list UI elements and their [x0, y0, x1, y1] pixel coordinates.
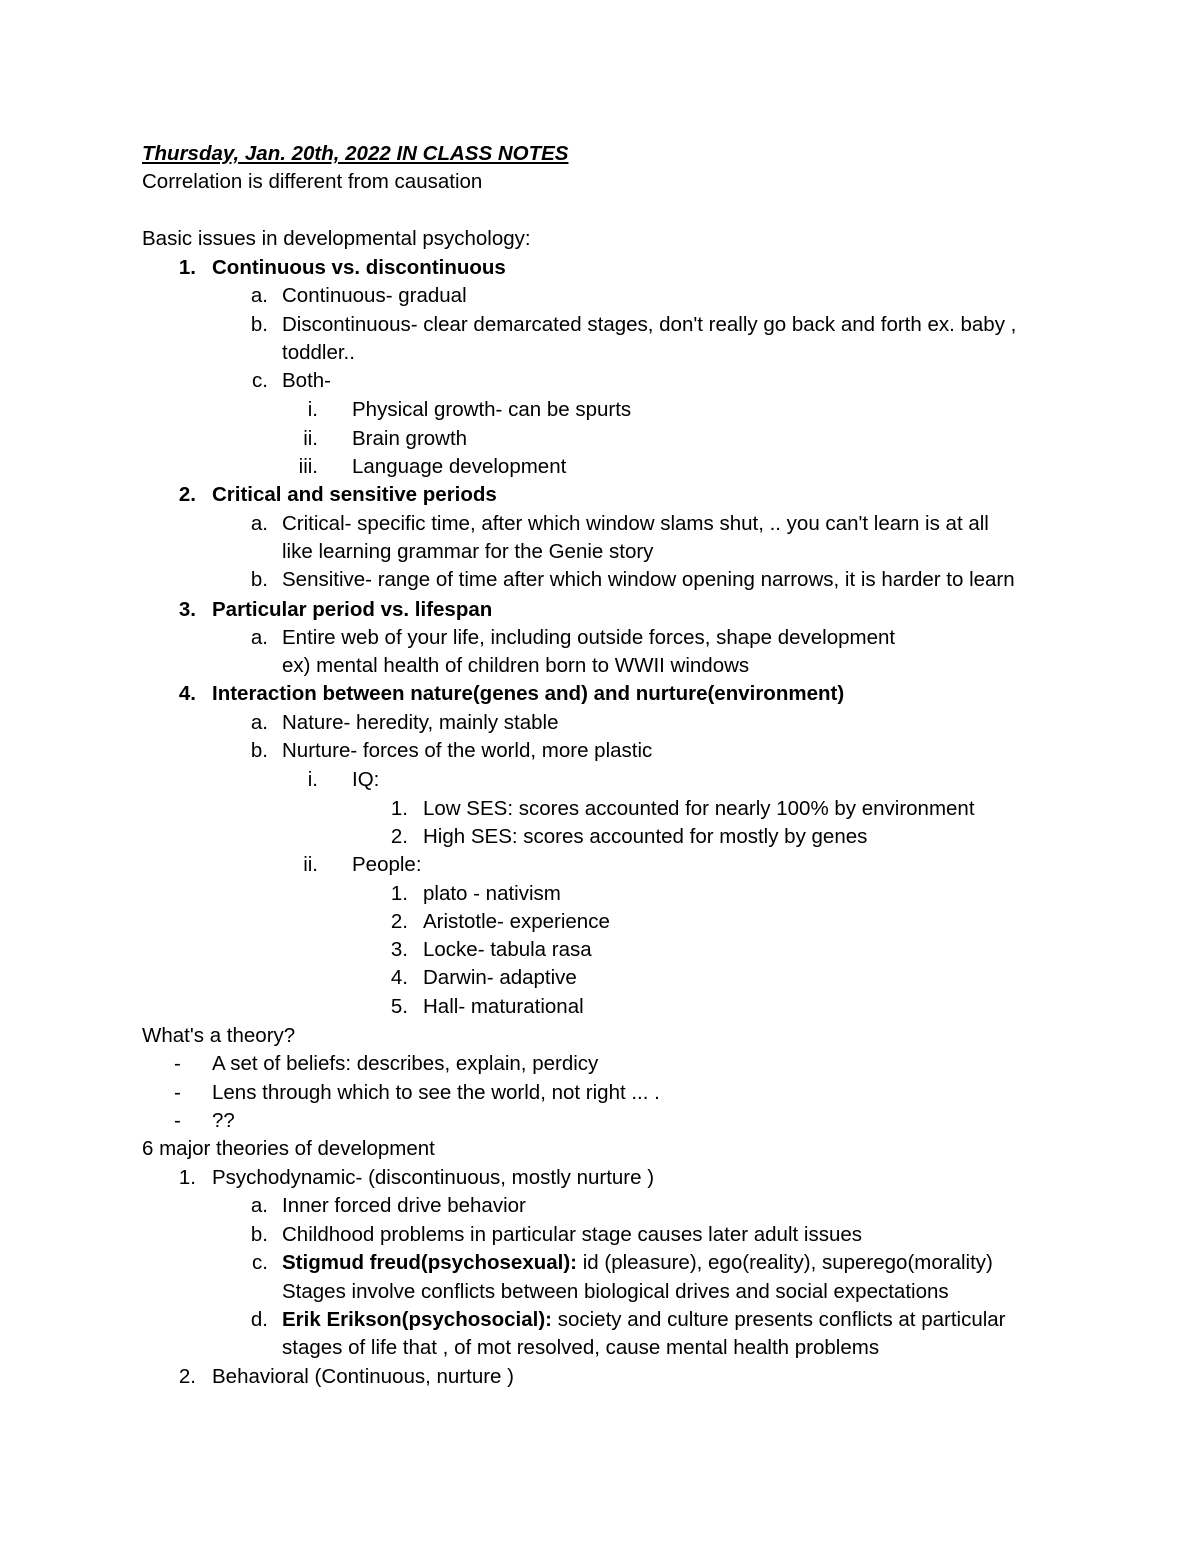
- list-marker: c.: [252, 369, 268, 392]
- list-marker: 1.: [178, 256, 196, 279]
- list-marker: b.: [250, 739, 268, 762]
- list-marker: c.: [252, 1251, 268, 1274]
- list-marker: a.: [250, 284, 268, 307]
- list-marker: 3.: [390, 938, 408, 961]
- list-item-continued: stages of life that , of mot resolved, cause mental health problems: [282, 1336, 880, 1359]
- list-item: IQ:: [352, 768, 380, 791]
- list-marker: 3.: [178, 598, 196, 621]
- list-marker: 2.: [178, 483, 196, 506]
- list-marker: i.: [307, 768, 318, 791]
- issue-heading: Interaction between nature(genes and) and nurture(environment): [212, 682, 845, 705]
- list-item: Psychodynamic- (discontinuous, mostly nurture ): [212, 1166, 655, 1189]
- list-marker: b.: [250, 1223, 268, 1246]
- theorist-description: society and culture presents conflicts at particular: [552, 1308, 1006, 1331]
- list-item: Brain growth: [352, 427, 468, 450]
- list-item: High SES: scores accounted for mostly by genes: [423, 825, 868, 848]
- list-marker: a.: [250, 711, 268, 734]
- list-item: Childhood problems in particular stage causes later adult issues: [282, 1223, 863, 1246]
- list-item: [282, 1306, 1006, 1334]
- theory-heading: What's a theory?: [142, 1024, 296, 1047]
- list-item-continued: toddler..: [282, 341, 355, 364]
- list-item-continued: ex) mental health of children born to WWII windows: [282, 654, 750, 677]
- list-marker: d.: [250, 1308, 268, 1331]
- list-item-continued: Stages involve conflicts between biological drives and social expectations: [282, 1280, 949, 1303]
- list-marker: iii.: [298, 455, 318, 478]
- dash-marker: -: [174, 1109, 181, 1132]
- list-item: Entire web of your life, including outside forces, shape development: [282, 626, 896, 649]
- list-item: Both-: [282, 369, 331, 392]
- list-marker: 2.: [390, 910, 408, 933]
- list-item-continued: like learning grammar for the Genie story: [282, 540, 654, 563]
- list-item: [282, 1249, 993, 1277]
- theorist-name: Stigmud freud(psychosexual):: [282, 1251, 578, 1274]
- intro-line: Correlation is different from causation: [142, 170, 483, 193]
- list-item: plato - nativism: [423, 882, 561, 905]
- list-marker: ii.: [303, 427, 318, 450]
- list-item: Continuous- gradual: [282, 284, 467, 307]
- list-item: Nurture- forces of the world, more plastic: [282, 739, 653, 762]
- list-marker: 5.: [390, 995, 408, 1018]
- issue-heading: Particular period vs. lifespan: [212, 598, 493, 621]
- list-marker: ii.: [303, 853, 318, 876]
- list-item: Low SES: scores accounted for nearly 100% by environment: [423, 797, 975, 820]
- list-item: People:: [352, 853, 422, 876]
- list-marker: 4.: [390, 966, 408, 989]
- list-marker: a.: [250, 1194, 268, 1217]
- page-title: Thursday, Jan. 20th, 2022 IN CLASS NOTES: [142, 142, 569, 165]
- list-item: Discontinuous- clear demarcated stages, don't really go back and forth ex. baby ,: [282, 313, 1017, 336]
- list-marker: b.: [250, 313, 268, 336]
- major-theories-heading: 6 major theories of development: [142, 1137, 435, 1160]
- list-marker: 2.: [390, 825, 408, 848]
- list-item: Nature- heredity, mainly stable: [282, 711, 559, 734]
- list-item: Language development: [352, 455, 567, 478]
- list-marker: 2.: [178, 1365, 196, 1388]
- theorist-name: Erik Erikson(psychosocial):: [282, 1308, 553, 1331]
- list-item: ??: [212, 1109, 235, 1132]
- list-item: Inner forced drive behavior: [282, 1194, 526, 1217]
- issue-heading: Critical and sensitive periods: [212, 483, 497, 506]
- list-marker: 1.: [390, 882, 408, 905]
- list-marker: 1.: [178, 1166, 196, 1189]
- list-marker: b.: [250, 568, 268, 591]
- list-marker: 1.: [390, 797, 408, 820]
- list-marker: i.: [307, 398, 318, 421]
- list-marker: 4.: [178, 682, 196, 705]
- list-item: Lens through which to see the world, not right ... .: [212, 1081, 660, 1104]
- list-item: Behavioral (Continuous, nurture ): [212, 1365, 514, 1388]
- list-marker: a.: [250, 626, 268, 649]
- list-item: Hall- maturational: [423, 995, 584, 1018]
- basic-issues-heading: Basic issues in developmental psychology:: [142, 227, 531, 250]
- dash-marker: -: [174, 1052, 181, 1075]
- list-item: A set of beliefs: describes, explain, perdicy: [212, 1052, 599, 1075]
- list-item: Aristotle- experience: [423, 910, 610, 933]
- list-item: Critical- specific time, after which window slams shut, .. you can't learn is at all: [282, 512, 989, 535]
- list-item: Physical growth- can be spurts: [352, 398, 632, 421]
- list-item: Locke- tabula rasa: [423, 938, 592, 961]
- list-marker: a.: [250, 512, 268, 535]
- issue-heading: Continuous vs. discontinuous: [212, 256, 506, 279]
- theorist-description: id (pleasure), ego(reality), superego(morality): [577, 1251, 993, 1274]
- dash-marker: -: [174, 1081, 181, 1104]
- list-item: Sensitive- range of time after which window opening narrows, it is harder to learn: [282, 568, 1015, 591]
- list-item: Darwin- adaptive: [423, 966, 577, 989]
